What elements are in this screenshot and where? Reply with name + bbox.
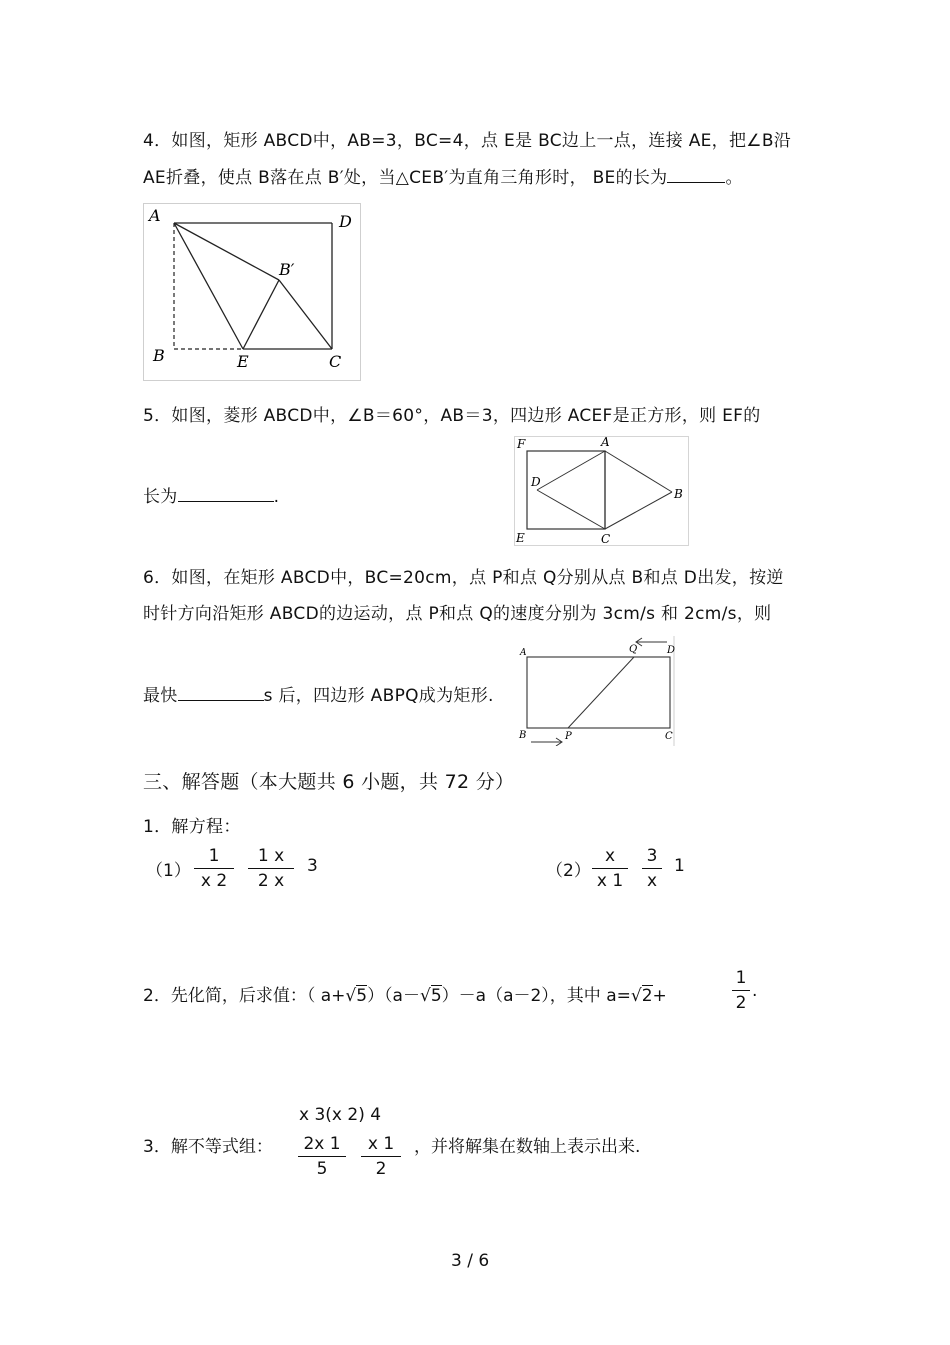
q5-line2 — [143, 482, 279, 507]
p2-frac — [732, 967, 750, 1014]
frac-denominator: x 1 — [596, 871, 624, 891]
p1-eq2-rhs: 1 — [674, 856, 685, 876]
frac-numerator: x — [604, 846, 616, 866]
p2-line — [143, 981, 667, 1006]
frac-numerator: 1 — [208, 846, 220, 866]
sqrt-radicand: 5 — [356, 986, 368, 1006]
p3-frac2 — [361, 1133, 401, 1180]
p3-tail: ，并将解集在数轴上表示出来. — [414, 1137, 641, 1157]
p2-text: ）－a（a－2），其中 a= — [441, 986, 631, 1006]
label-F: F — [517, 437, 526, 451]
label-C: C — [665, 731, 673, 742]
p2-end: . — [752, 981, 758, 1001]
frac-denominator: 2 x — [257, 871, 285, 891]
label-P: P — [565, 731, 572, 742]
q5-diagram — [514, 436, 689, 546]
label-B-prime: B′ — [279, 260, 295, 279]
frac-denominator: 5 — [316, 1159, 328, 1179]
q6-line3-end: s 后，四边形 ABPQ成为矩形. — [263, 686, 494, 706]
label-A: A — [520, 648, 527, 658]
q6-figure — [516, 636, 678, 746]
q6-line3 — [143, 681, 494, 706]
p3-label: 3．解不等式组： — [143, 1137, 273, 1157]
frac-numerator: 1 — [735, 968, 747, 988]
p1-eq1-frac1 — [194, 845, 234, 892]
p2-plus: + — [652, 986, 667, 1006]
p1-eq1-label: （1） — [146, 861, 191, 881]
p1-eq2-label: （2） — [546, 861, 591, 881]
p2-text: ）（a－ — [367, 986, 420, 1006]
q4-diagram — [143, 203, 361, 381]
label-D: D — [531, 475, 541, 489]
label-C: C — [601, 532, 611, 546]
q4-line2-text: AE折叠，使点 B落在点 B′处，当△CEB′为直角三角形时， BE的长为 — [143, 168, 668, 188]
label-A: A — [601, 436, 610, 449]
label-Q: Q — [629, 644, 638, 655]
q5-line2-text: 长为 — [143, 487, 178, 507]
p1-eq2-frac1 — [592, 845, 628, 892]
page-number: 3 / 6 — [451, 1251, 490, 1271]
q5-line1: 5．如图，菱形 ABCD中，∠B＝60°，AB＝3，四边形 ACEF是正方形，则 EF的 — [143, 406, 761, 426]
frac-numerator: x 1 — [367, 1134, 395, 1154]
sqrt-icon: √ — [345, 986, 357, 1006]
q4-line2-end: 。 — [725, 168, 743, 188]
q4-line1: 4．如图，矩形 ABCD中，AB=3，BC=4，点 E是 BC边上一点，连接 AE，把∠B沿 — [143, 131, 792, 151]
label-C: C — [329, 352, 342, 371]
p1-eq1-frac2 — [248, 845, 294, 892]
frac-denominator: 2 — [375, 1159, 387, 1179]
section-title: 三、解答题（本大题共 6 小题，共 72 分） — [143, 771, 515, 793]
q5-figure — [514, 436, 689, 546]
rectangle-ABCD — [527, 657, 670, 728]
label-B: B — [519, 730, 527, 741]
p1-title: 1．解方程： — [143, 817, 241, 837]
q5-line2-end: . — [273, 487, 280, 507]
label-E: E — [237, 352, 249, 371]
q4-figure — [143, 203, 361, 381]
p1-eq2-frac2 — [642, 845, 662, 892]
q6-line2: 时针方向沿矩形 ABCD的边运动，点 P和点 Q的速度分别为 3cm/s 和 2cm/s，则 — [143, 604, 772, 624]
q6-line1: 6．如图，在矩形 ABCD中，BC=20cm，点 P和点 Q分别从点 B和点 D出发，按逆 — [143, 568, 784, 588]
answer-blank — [178, 686, 264, 701]
frac-denominator: 2 — [735, 993, 747, 1013]
answer-blank — [667, 168, 725, 183]
label-E: E — [516, 531, 525, 545]
frac-denominator: x — [646, 871, 658, 891]
label-B: B — [153, 346, 165, 365]
sqrt-radicand: 5 — [430, 986, 442, 1006]
segment-PQ — [568, 657, 634, 728]
sqrt-icon: √ — [630, 986, 642, 1006]
frac-numerator: 3 — [646, 846, 658, 866]
p3-inequality-1: x 3(x 2) 4 — [299, 1105, 382, 1125]
label-D: D — [339, 212, 352, 231]
label-D: D — [667, 645, 676, 656]
frac-denominator: x 2 — [200, 871, 228, 891]
p2-text: 2．先化简，后求值：（ a+ — [143, 986, 346, 1006]
label-A: A — [149, 206, 161, 225]
q4-line2 — [143, 163, 743, 188]
sqrt-icon: √ — [419, 986, 431, 1006]
p1-eq1-rhs: 3 — [307, 856, 318, 876]
q6-diagram — [516, 636, 678, 746]
sqrt-radicand: 2 — [641, 986, 653, 1006]
answer-blank — [178, 487, 274, 502]
frac-numerator: 1 x — [257, 846, 285, 866]
label-B: B — [674, 487, 683, 501]
frac-numerator: 2x 1 — [303, 1134, 341, 1154]
p3-frac1 — [298, 1133, 346, 1180]
q6-line3-text: 最快 — [143, 686, 178, 706]
